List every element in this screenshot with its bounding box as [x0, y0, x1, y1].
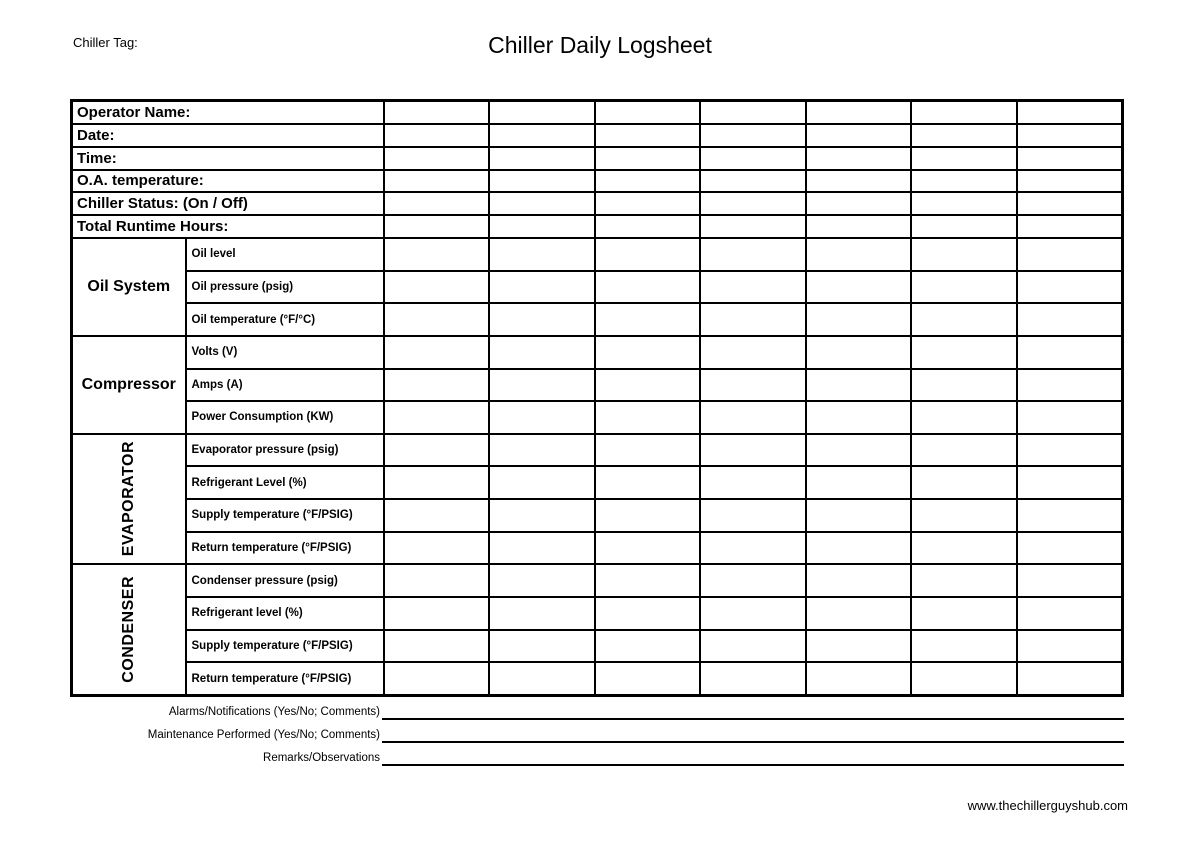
condenser-param-entry-cell[interactable] [1017, 597, 1123, 630]
alarms-write-line[interactable] [382, 718, 1124, 720]
header-row [72, 192, 1123, 215]
header-row-entry-cell[interactable] [489, 101, 595, 124]
header-row-entry-cell[interactable] [595, 170, 701, 193]
oil-system-param-entry-cell[interactable] [489, 238, 595, 271]
evaporator-param-row [72, 499, 1123, 532]
condenser-label-wrap [73, 565, 185, 694]
condenser-param-entry-cell[interactable] [911, 662, 1017, 695]
header-row-label: O.A. temperature: [72, 170, 384, 193]
header-row-entry-cell[interactable] [1017, 215, 1123, 238]
condenser-param-entry-cell[interactable] [700, 662, 806, 695]
evaporator-param-entry-cell[interactable] [1017, 499, 1123, 532]
oil-system-param-label: Oil pressure (psig) [186, 271, 384, 304]
evaporator-param-entry-cell[interactable] [1017, 466, 1123, 499]
evaporator-param-entry-cell[interactable] [595, 466, 701, 499]
condenser-param-entry-cell[interactable] [1017, 662, 1123, 695]
evaporator-param-entry-cell[interactable] [489, 532, 595, 565]
header-row-entry-cell[interactable] [911, 147, 1017, 170]
evaporator-param-entry-cell[interactable] [384, 466, 490, 499]
oil-system-param-entry-cell[interactable] [595, 271, 701, 304]
condenser-param-entry-cell[interactable] [384, 564, 490, 597]
condenser-param-entry-cell[interactable] [700, 597, 806, 630]
condenser-param-entry-cell[interactable] [489, 564, 595, 597]
oil-system-param-entry-cell[interactable] [806, 238, 912, 271]
oil-system-param-entry-cell[interactable] [911, 303, 1017, 336]
compressor-param-entry-cell[interactable] [384, 336, 490, 369]
evaporator-param-label: Refrigerant Level (%) [186, 466, 384, 499]
condenser-param-entry-cell[interactable] [911, 630, 1017, 663]
compressor-param-entry-cell[interactable] [1017, 336, 1123, 369]
compressor-param-entry-cell[interactable] [911, 336, 1017, 369]
evaporator-label-text: EVAPORATOR [119, 441, 137, 557]
condenser-param-entry-cell[interactable] [1017, 630, 1123, 663]
compressor-param-entry-cell[interactable] [489, 336, 595, 369]
header-row-entry-cell[interactable] [384, 170, 490, 193]
header-row [72, 147, 1123, 170]
oil-system-section-label: Oil System [72, 238, 186, 336]
header-row-entry-cell[interactable] [700, 192, 806, 215]
condenser-param-label: Supply temperature (°F/PSIG) [186, 630, 384, 663]
compressor-param-entry-cell[interactable] [489, 369, 595, 402]
compressor-param-entry-cell[interactable] [806, 401, 912, 434]
evaporator-param-entry-cell[interactable] [595, 499, 701, 532]
evaporator-param-label: Evaporator pressure (psig) [186, 434, 384, 467]
header-row-entry-cell[interactable] [806, 215, 912, 238]
evaporator-param-entry-cell[interactable] [1017, 532, 1123, 565]
oil-system-param-entry-cell[interactable] [1017, 271, 1123, 304]
evaporator-param-entry-cell[interactable] [806, 532, 912, 565]
evaporator-param-entry-cell[interactable] [489, 466, 595, 499]
header-row-entry-cell[interactable] [384, 192, 490, 215]
oil-system-param-row [72, 303, 1123, 336]
condenser-param-row [72, 597, 1123, 630]
condenser-param-entry-cell[interactable] [1017, 564, 1123, 597]
header-row-entry-cell[interactable] [1017, 124, 1123, 147]
condenser-param-label: Condenser pressure (psig) [186, 564, 384, 597]
evaporator-param-entry-cell[interactable] [911, 434, 1017, 467]
header-row-entry-cell[interactable] [489, 192, 595, 215]
oil-system-param-label: Oil temperature (°F/°C) [186, 303, 384, 336]
header-row-entry-cell[interactable] [595, 124, 701, 147]
evaporator-param-entry-cell[interactable] [806, 434, 912, 467]
condenser-param-label: Refrigerant level (%) [186, 597, 384, 630]
condenser-param-row [72, 564, 1123, 597]
evaporator-param-row [72, 466, 1123, 499]
condenser-param-entry-cell[interactable] [489, 662, 595, 695]
page-title: Chiller Daily Logsheet [488, 32, 712, 58]
condenser-param-entry-cell[interactable] [489, 630, 595, 663]
chiller-tag-label: Chiller Tag: [73, 35, 138, 50]
compressor-param-row [72, 336, 1123, 369]
header-row-entry-cell[interactable] [700, 215, 806, 238]
header-row-label: Chiller Status: (On / Off) [72, 192, 384, 215]
condenser-param-entry-cell[interactable] [806, 662, 912, 695]
header-row [72, 101, 1123, 124]
header-row-entry-cell[interactable] [806, 101, 912, 124]
compressor-param-row [72, 401, 1123, 434]
condenser-param-entry-cell[interactable] [595, 564, 701, 597]
header-row-entry-cell[interactable] [384, 147, 490, 170]
evaporator-param-row [72, 532, 1123, 565]
footer-alarms [0, 702, 1124, 720]
header-row-entry-cell[interactable] [489, 147, 595, 170]
oil-system-param-entry-cell[interactable] [911, 238, 1017, 271]
evaporator-param-entry-cell[interactable] [806, 499, 912, 532]
compressor-param-entry-cell[interactable] [806, 336, 912, 369]
evaporator-param-entry-cell[interactable] [911, 466, 1017, 499]
condenser-param-entry-cell[interactable] [911, 564, 1017, 597]
condenser-param-entry-cell[interactable] [700, 564, 806, 597]
compressor-param-label: Volts (V) [186, 336, 384, 369]
evaporator-param-entry-cell[interactable] [489, 434, 595, 467]
condenser-param-entry-cell[interactable] [911, 597, 1017, 630]
evaporator-param-entry-cell[interactable] [700, 434, 806, 467]
compressor-param-entry-cell[interactable] [595, 336, 701, 369]
header-row-entry-cell[interactable] [595, 147, 701, 170]
maintenance-label: Maintenance Performed (Yes/No; Comments) [147, 729, 380, 741]
remarks-write-line[interactable] [382, 764, 1124, 766]
header-row [72, 124, 1123, 147]
header-row [72, 170, 1123, 193]
condenser-param-entry-cell[interactable] [595, 630, 701, 663]
header-row-entry-cell[interactable] [911, 101, 1017, 124]
evaporator-param-entry-cell[interactable] [911, 532, 1017, 565]
compressor-param-entry-cell[interactable] [700, 369, 806, 402]
header-row-entry-cell[interactable] [806, 124, 912, 147]
compressor-param-entry-cell[interactable] [489, 401, 595, 434]
remarks-label: Remarks/Observations [263, 752, 380, 764]
oil-system-param-entry-cell[interactable] [911, 271, 1017, 304]
compressor-param-entry-cell[interactable] [700, 401, 806, 434]
oil-system-param-entry-cell[interactable] [489, 271, 595, 304]
header-row-entry-cell[interactable] [595, 215, 701, 238]
oil-system-param-entry-cell[interactable] [489, 303, 595, 336]
oil-system-param-row [72, 271, 1123, 304]
header-row-entry-cell[interactable] [384, 215, 490, 238]
condenser-param-row [72, 630, 1123, 663]
header-row-entry-cell[interactable] [489, 215, 595, 238]
alarms-label: Alarms/Notifications (Yes/No; Comments) [168, 706, 380, 718]
footer-remarks [0, 748, 1124, 766]
oil-system-param-entry-cell[interactable] [595, 238, 701, 271]
evaporator-param-entry-cell[interactable] [806, 466, 912, 499]
condenser-param-row [72, 662, 1123, 695]
evaporator-param-entry-cell[interactable] [911, 499, 1017, 532]
oil-system-param-row [72, 238, 1123, 271]
compressor-param-entry-cell[interactable] [911, 369, 1017, 402]
compressor-section-label: Compressor [72, 336, 186, 434]
header-row-label: Date: [72, 124, 384, 147]
evaporator-param-entry-cell[interactable] [1017, 434, 1123, 467]
evaporator-param-entry-cell[interactable] [700, 466, 806, 499]
footer-maintenance [0, 725, 1124, 743]
compressor-param-entry-cell[interactable] [1017, 401, 1123, 434]
evaporator-param-label: Return temperature (°F/PSIG) [186, 532, 384, 565]
compressor-param-entry-cell[interactable] [1017, 369, 1123, 402]
header-row-entry-cell[interactable] [384, 101, 490, 124]
logsheet-table [70, 99, 1124, 697]
header-row-entry-cell[interactable] [489, 170, 595, 193]
oil-system-param-entry-cell[interactable] [1017, 303, 1123, 336]
evaporator-param-entry-cell[interactable] [384, 499, 490, 532]
header-row-entry-cell[interactable] [806, 192, 912, 215]
header-row-entry-cell[interactable] [1017, 101, 1123, 124]
header-row-entry-cell[interactable] [911, 170, 1017, 193]
evaporator-param-entry-cell[interactable] [384, 532, 490, 565]
condenser-param-entry-cell[interactable] [384, 630, 490, 663]
evaporator-param-entry-cell[interactable] [595, 532, 701, 565]
condenser-param-entry-cell[interactable] [700, 630, 806, 663]
evaporator-param-entry-cell[interactable] [700, 532, 806, 565]
oil-system-param-entry-cell[interactable] [384, 238, 490, 271]
header-row-entry-cell[interactable] [806, 170, 912, 193]
maintenance-write-line[interactable] [382, 741, 1124, 743]
header-row-entry-cell[interactable] [911, 215, 1017, 238]
header-row-entry-cell[interactable] [911, 192, 1017, 215]
evaporator-section-label [72, 434, 186, 565]
header-row-entry-cell[interactable] [700, 101, 806, 124]
oil-system-param-entry-cell[interactable] [384, 303, 490, 336]
condenser-section-label [72, 564, 186, 695]
condenser-param-entry-cell[interactable] [384, 662, 490, 695]
evaporator-param-entry-cell[interactable] [384, 434, 490, 467]
condenser-param-entry-cell[interactable] [489, 597, 595, 630]
compressor-param-entry-cell[interactable] [700, 336, 806, 369]
compressor-param-entry-cell[interactable] [384, 369, 490, 402]
header-row-entry-cell[interactable] [595, 192, 701, 215]
header-row-label: Total Runtime Hours: [72, 215, 384, 238]
evaporator-param-entry-cell[interactable] [489, 499, 595, 532]
condenser-param-entry-cell[interactable] [384, 597, 490, 630]
header-row-entry-cell[interactable] [806, 147, 912, 170]
header-row-entry-cell[interactable] [1017, 147, 1123, 170]
header-row-entry-cell[interactable] [384, 124, 490, 147]
header-row-entry-cell[interactable] [911, 124, 1017, 147]
evaporator-label-wrap [73, 435, 185, 564]
compressor-param-entry-cell[interactable] [911, 401, 1017, 434]
website-url: www.thechillerguyshub.com [967, 798, 1128, 813]
oil-system-param-entry-cell[interactable] [595, 303, 701, 336]
oil-system-param-entry-cell[interactable] [806, 271, 912, 304]
compressor-param-entry-cell[interactable] [595, 401, 701, 434]
header-row-entry-cell[interactable] [489, 124, 595, 147]
oil-system-param-entry-cell[interactable] [1017, 238, 1123, 271]
condenser-param-label: Return temperature (°F/PSIG) [186, 662, 384, 695]
header-row-entry-cell[interactable] [1017, 170, 1123, 193]
evaporator-param-entry-cell[interactable] [700, 499, 806, 532]
condenser-param-entry-cell[interactable] [595, 662, 701, 695]
compressor-param-label: Amps (A) [186, 369, 384, 402]
evaporator-param-entry-cell[interactable] [595, 434, 701, 467]
header-row-entry-cell[interactable] [595, 101, 701, 124]
condenser-label-text: CONDENSER [119, 576, 137, 683]
oil-system-param-label: Oil level [186, 238, 384, 271]
condenser-param-entry-cell[interactable] [806, 597, 912, 630]
compressor-param-label: Power Consumption (KW) [186, 401, 384, 434]
header-row-entry-cell[interactable] [700, 170, 806, 193]
header-row [72, 215, 1123, 238]
header-row-entry-cell[interactable] [700, 124, 806, 147]
condenser-param-entry-cell[interactable] [806, 630, 912, 663]
evaporator-param-label: Supply temperature (°F/PSIG) [186, 499, 384, 532]
oil-system-param-entry-cell[interactable] [700, 238, 806, 271]
compressor-param-entry-cell[interactable] [806, 369, 912, 402]
compressor-param-row [72, 369, 1123, 402]
condenser-param-entry-cell[interactable] [595, 597, 701, 630]
condenser-param-entry-cell[interactable] [806, 564, 912, 597]
header-row-label: Operator Name: [72, 101, 384, 124]
oil-system-param-entry-cell[interactable] [700, 271, 806, 304]
oil-system-param-entry-cell[interactable] [700, 303, 806, 336]
header-row-label: Time: [72, 147, 384, 170]
oil-system-param-entry-cell[interactable] [384, 271, 490, 304]
compressor-param-entry-cell[interactable] [595, 369, 701, 402]
oil-system-param-entry-cell[interactable] [806, 303, 912, 336]
compressor-param-entry-cell[interactable] [384, 401, 490, 434]
header-row-entry-cell[interactable] [1017, 192, 1123, 215]
header-row-entry-cell[interactable] [700, 147, 806, 170]
evaporator-param-row [72, 434, 1123, 467]
